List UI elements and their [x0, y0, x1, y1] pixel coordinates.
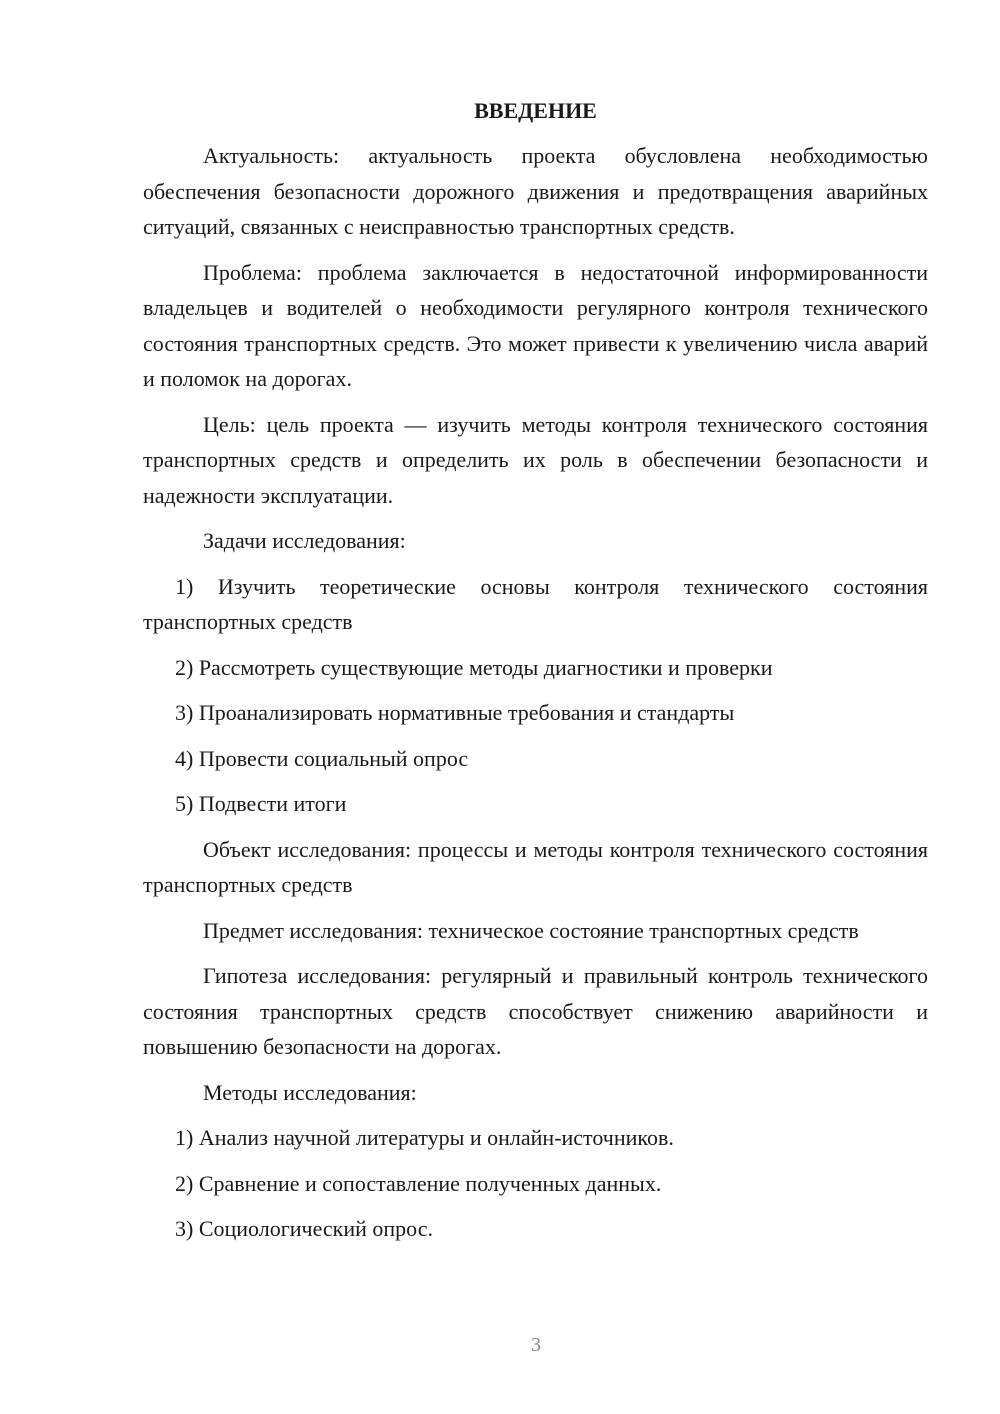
task-item: 2) Рассмотреть существующие методы диагностики и проверки [175, 654, 773, 680]
task-item: 4) Провести социальный опрос [175, 745, 469, 771]
object-paragraph: Объект исследования: процессы и методы контроля технического состояния транспортных средств [143, 836, 928, 897]
relevance-paragraph: Актуальность: актуальность проекта обусловлена необходимостью обеспечения безопасности дорожного движения и предотвращения аварийных ситуаций, связанных с неисправностью транспортных средств. [143, 143, 928, 239]
section-title: ВВЕДЕНИЕ [474, 98, 597, 123]
document-body [143, 94, 928, 1257]
subject-paragraph: Предмет исследования: техническое состояние транспортных средств [203, 917, 859, 943]
tasks-heading: Задачи исследования: [203, 528, 406, 553]
task-item: 3) Проанализировать нормативные требования и стандарты [175, 700, 735, 725]
method-item: 3) Социологический опрос. [175, 1216, 433, 1241]
page-number: 3 [531, 1334, 541, 1356]
goal-paragraph: Цель: цель проекта — изучить методы контроля технического состояния транспортных средств и определить их роль в обеспечении безопасности и надежности эксплуатации. [143, 411, 928, 508]
task-item: 5) Подвести итоги [175, 791, 347, 816]
methods-heading: Методы исследования: [203, 1079, 417, 1105]
method-item: 1) Анализ научной литературы и онлайн-источников. [175, 1125, 674, 1150]
hypothesis-paragraph: Гипотеза исследования: регулярный и правильный контроль технического состояния транспортных средств способствует снижению аварийности и повышению безопасности на дорогах. [143, 963, 928, 1059]
task-item: 1) Изучить теоретические основы контроля технического состояния транспортных средств [143, 573, 928, 634]
method-item: 2) Сравнение и сопоставление полученных данных. [175, 1170, 662, 1196]
problem-paragraph: Проблема: проблема заключается в недостаточной информированности владельцев и водителей о необходимости регулярного контроля технического состояния транспортных средств. Это может привести к увеличению числа аварий и поломок на дорогах. [143, 259, 928, 391]
